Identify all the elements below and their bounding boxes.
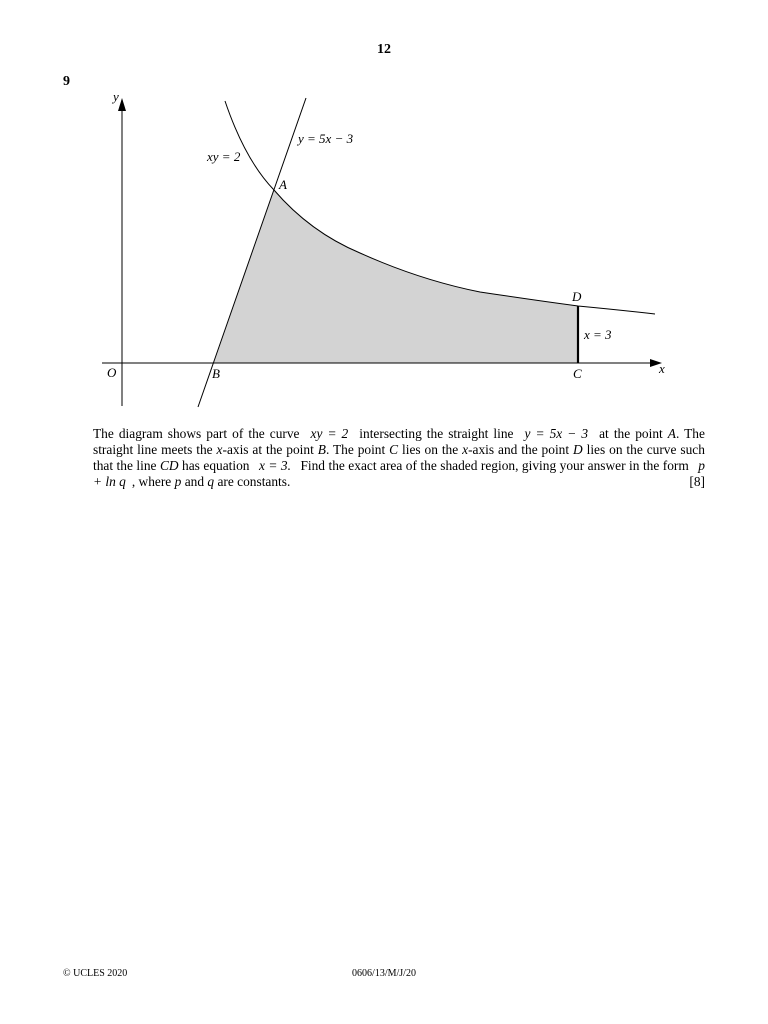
paper-code: 0606/13/M/J/20	[352, 968, 416, 979]
curve-equation: xy = 2	[310, 426, 349, 441]
line-label: y = 5x − 3	[298, 131, 354, 146]
point-d-label: D	[572, 289, 582, 304]
shaded-region	[214, 190, 578, 363]
y-axis-label: y	[113, 89, 119, 104]
copyright: © UCLES 2020	[63, 968, 128, 979]
question-number: 9	[63, 74, 70, 89]
curve-label: xy = 2	[207, 149, 241, 164]
vertical-line-label: x = 3	[584, 327, 612, 342]
line-equation: y = 5x − 3	[524, 426, 589, 441]
origin-label: O	[107, 365, 117, 380]
x-axis-label: x	[659, 361, 665, 376]
point-c-label: C	[573, 366, 582, 381]
answer-form: p + ln q	[93, 458, 705, 489]
point-a-label: A	[279, 177, 287, 192]
vertical-line-equation: x = 3.	[258, 458, 291, 473]
question-text: The diagram shows part of the curve xy = 2 intersecting the straight line y = 5x − 3 at the point A. The straight line meets the x-axis at the point B. The point C lies on the x-axis and the point D lies on the curve such that the line CD has equation x = 3. Find the exact area of the shaded region, giving your answer in the form p + ln q , where p and q are constants. [8]	[93, 426, 705, 489]
marks: [8]	[689, 474, 705, 489]
page-number: 12	[377, 42, 391, 57]
y-axis-arrow	[118, 98, 126, 111]
question-diagram	[0, 0, 768, 420]
point-b-label: B	[212, 366, 220, 381]
